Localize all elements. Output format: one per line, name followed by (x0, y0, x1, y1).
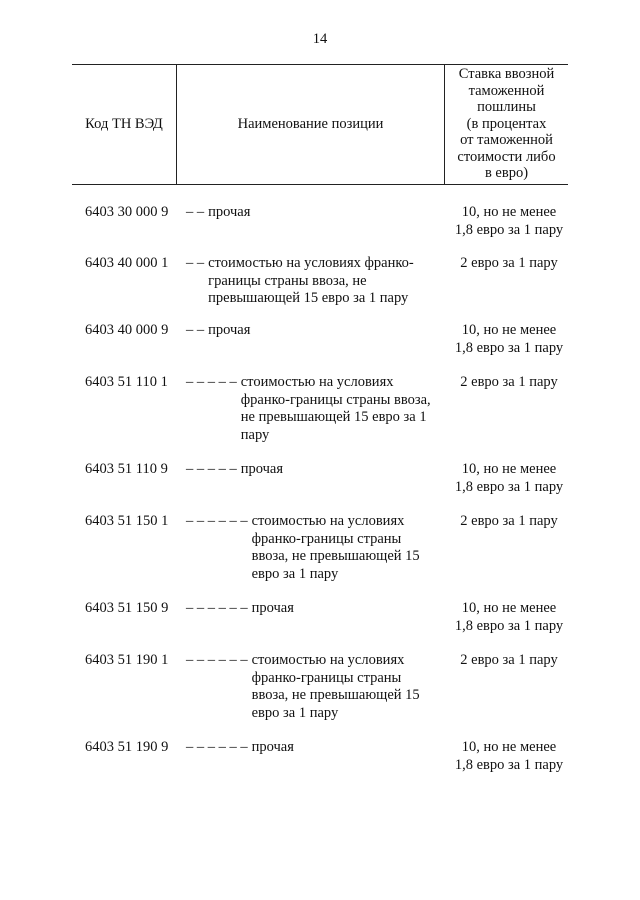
column-header-name: Наименование позиции (237, 116, 384, 132)
row-description-text: прочая (208, 204, 251, 220)
row-rate: 2 евро за 1 пару (460, 255, 558, 271)
row-indent-dashes: – – (186, 204, 205, 220)
row-code: 6403 40 000 9 (85, 322, 169, 338)
row-description-text: прочая (240, 461, 284, 477)
row-code: 6403 51 110 9 (85, 461, 168, 477)
row-rate: 2 евро за 1 пару (460, 513, 558, 529)
row-rate: 10, но не менее 1,8 евро за 1 пару (454, 600, 564, 634)
row-rate: 10, но не менее 1,8 евро за 1 пару (454, 322, 564, 356)
row-description (186, 461, 436, 479)
row-description (186, 255, 436, 308)
row-indent-dashes: – – – – – – (186, 739, 248, 755)
row-rate: 10, но не менее 1,8 евро за 1 пару (454, 204, 564, 238)
row-code: 6403 51 190 9 (85, 739, 169, 755)
row-code: 6403 51 150 9 (85, 600, 169, 616)
row-description-text: стоимостью на условиях франко-границы страны ввоза, не превышающей 15 евро за 1 пару (240, 374, 431, 443)
row-description (186, 513, 424, 583)
row-description-text: стоимостью на условиях франко-границы страны ввоза, не превышающей 15 евро за 1 пару (208, 255, 414, 306)
row-code: 6403 30 000 9 (85, 204, 169, 220)
row-indent-dashes: – – – – – (186, 374, 237, 390)
row-description-text: прочая (251, 600, 294, 616)
row-indent-dashes: – – – – – – (186, 600, 248, 616)
column-header-rate: Ставка ввозной таможенной пошлины (в процентах от таможенной стоимости либо в евро) (457, 66, 556, 181)
header-bottom-border (72, 184, 568, 185)
column-header-code: Код ТН ВЭД (85, 116, 163, 132)
row-indent-dashes: – – – – – (186, 461, 237, 477)
row-rate: 2 евро за 1 пару (460, 374, 558, 390)
row-description (186, 652, 424, 722)
table-top-border (72, 64, 568, 65)
row-indent-dashes: – – (186, 255, 205, 271)
row-code: 6403 51 150 1 (85, 513, 169, 529)
row-description (186, 739, 424, 757)
row-code: 6403 51 110 1 (85, 374, 168, 390)
row-description (186, 204, 436, 222)
row-description (186, 322, 436, 340)
row-rate: 10, но не менее 1,8 евро за 1 пару (454, 739, 564, 773)
row-description (186, 374, 436, 444)
row-description-text: стоимостью на условиях франко-границы страны ввоза, не превышающей 15 евро за 1 пару (251, 652, 420, 721)
row-code: 6403 51 190 1 (85, 652, 169, 668)
row-indent-dashes: – – – – – – (186, 513, 248, 529)
row-indent-dashes: – – (186, 322, 205, 338)
row-description-text: прочая (251, 739, 294, 755)
row-rate: 10, но не менее 1,8 евро за 1 пару (454, 461, 564, 495)
row-description-text: прочая (208, 322, 251, 338)
row-description-text: стоимостью на условиях франко-границы страны ввоза, не превышающей 15 евро за 1 пару (251, 513, 420, 582)
row-description (186, 600, 424, 618)
row-indent-dashes: – – – – – – (186, 652, 248, 668)
page-number: 14 (312, 31, 328, 47)
row-code: 6403 40 000 1 (85, 255, 169, 271)
row-rate: 2 евро за 1 пару (460, 652, 558, 668)
